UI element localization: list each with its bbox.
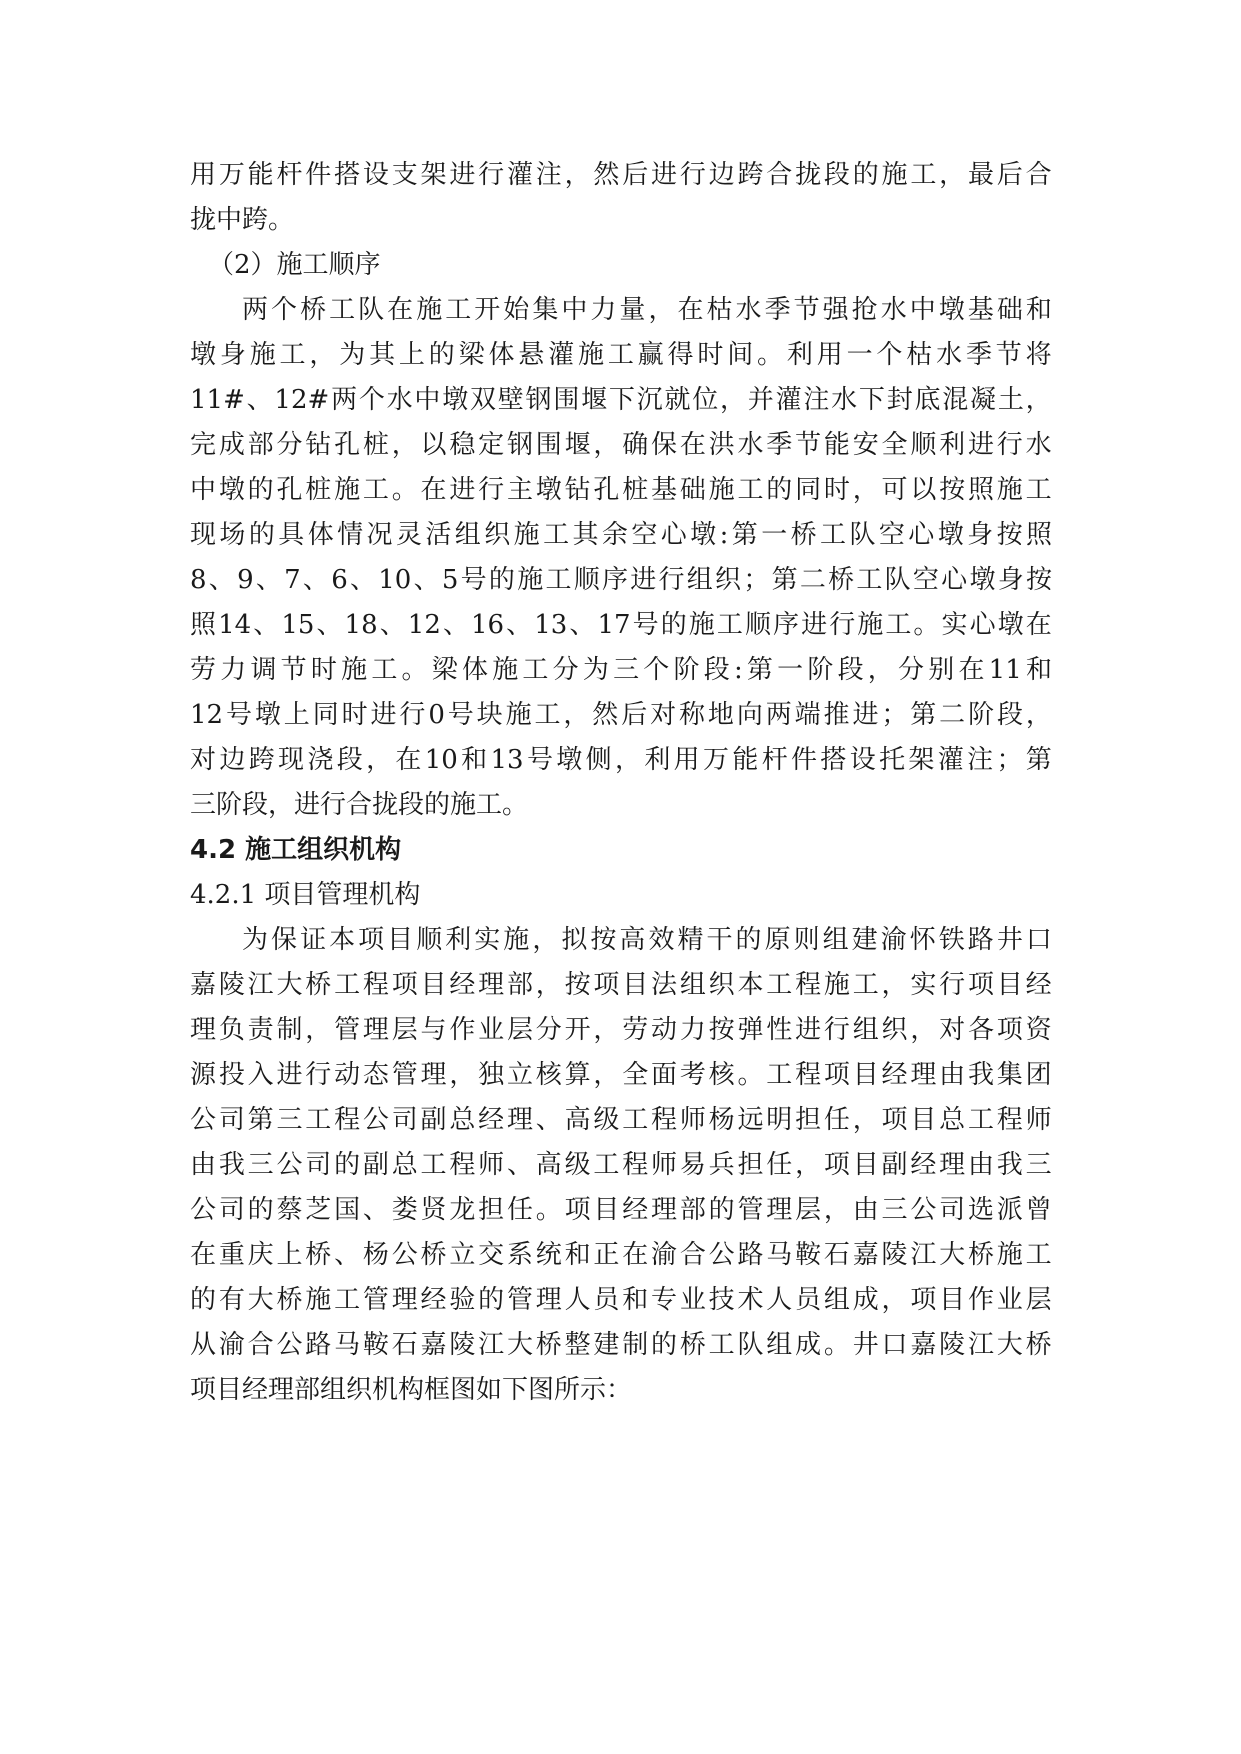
text-line: 11# 、 12# 两 个 水 中 墩 双 壁 钢 围 堰 下 沉 就 位 ， 并 灌 注 水 下 封 底 混 凝 土 ， [190, 385, 1052, 415]
subsection-heading: 4.2.1 项目管理机构 [190, 880, 421, 910]
text-line: 源 投 入 进 行 动 态 管 理 ， 独 立 核 算 ， 全 面 考 核 。 工 程 项 目 经 理 由 我 集 团 [190, 1060, 1052, 1090]
section-heading: 4.2 施工组织机构 [190, 835, 402, 865]
text-line: 完 成 部 分 钻 孔 桩 ， 以 稳 定 钢 围 堰 ， 确 保 在 洪 水 季 节 能 安 全 顺 利 进 行 水 [190, 430, 1052, 460]
subsection-label: （2）施工顺序 [208, 250, 381, 280]
text-line: 墩 身 施 工 ， 为 其 上 的 梁 体 悬 灌 施 工 赢 得 时 间 。 利 用 一 个 枯 水 季 节 将 [190, 340, 1052, 370]
text-line: 劳 力 调 节 时 施 工 。 梁 体 施 工 分 为 三 个 阶 段 : 第 一 阶 段 ， 分 别 在 11 和 [190, 655, 1052, 685]
text-line: 项目经理部组织机构框图如下图所示： [190, 1375, 633, 1405]
text-line: 嘉 陵 江 大 桥 工 程 项 目 经 理 部 ， 按 项 目 法 组 织 本 工 程 施 工 ， 实 行 项 目 经 [190, 970, 1052, 1000]
text-line: 公 司 的 蔡 芝 国 、 娄 贤 龙 担 任 。 项 目 经 理 部 的 管 理 层 ， 由 三 公 司 选 派 曾 [190, 1195, 1052, 1225]
text-line: 的 有 大 桥 施 工 管 理 经 验 的 管 理 人 员 和 专 业 技 术 人 员 组 成 ， 项 目 作 业 层 [190, 1285, 1052, 1315]
text-line: 三阶段，进行合拢段的施工。 [190, 790, 529, 820]
text-line: 对 边 跨 现 浇 段 ， 在 10 和 13 号 墩 侧 ， 利 用 万 能 杆 件 搭 设 托 架 灌 注 ； 第 [190, 745, 1052, 775]
paragraph-first-line: 为 保 证 本 项 目 顺 利 实 施 ， 拟 按 高 效 精 干 的 原 则 组 建 渝 怀 铁 路 井 口 [242, 925, 1052, 955]
text-line: 中 墩 的 孔 桩 施 工 。 在 进 行 主 墩 钻 孔 桩 基 础 施 工 的 同 时 ， 可 以 按 照 施 工 [190, 475, 1052, 505]
text-line: 从 渝 合 公 路 马 鞍 石 嘉 陵 江 大 桥 整 建 制 的 桥 工 队 组 成 。 井 口 嘉 陵 江 大 桥 [190, 1330, 1052, 1360]
text-line: 8 、 9 、 7 、 6 、 10 、 5 号 的 施 工 顺 序 进 行 组 织 ； 第 二 桥 工 队 空 心 墩 身 按 [190, 565, 1052, 595]
text-line: 照 14 、 15 、 18 、 12 、 16 、 13 、 17 号 的 施 工 顺 序 进 行 施 工 。 实 心 墩 在 [190, 610, 1052, 640]
text-line: 12 号 墩 上 同 时 进 行 0 号 块 施 工 ， 然 后 对 称 地 向 两 端 推 进 ； 第 二 阶 段 ， [190, 700, 1052, 730]
text-line: 用 万 能 杆 件 搭 设 支 架 进 行 灌 注 ， 然 后 进 行 边 跨 合 拢 段 的 施 工 ， 最 后 合 [190, 160, 1052, 190]
text-line: 在 重 庆 上 桥 、 杨 公 桥 立 交 系 统 和 正 在 渝 合 公 路 马 鞍 石 嘉 陵 江 大 桥 施 工 [190, 1240, 1052, 1270]
text-line: 理 负 责 制 ， 管 理 层 与 作 业 层 分 开 ， 劳 动 力 按 弹 性 进 行 组 织 ， 对 各 项 资 [190, 1015, 1052, 1045]
text-line: 由 我 三 公 司 的 副 总 工 程 师 、 高 级 工 程 师 易 兵 担 任 ， 项 目 副 经 理 由 我 三 [190, 1150, 1052, 1180]
text-line: 现 场 的 具 体 情 况 灵 活 组 织 施 工 其 余 空 心 墩 : 第 一 桥 工 队 空 心 墩 身 按 照 [190, 520, 1052, 550]
text-line: 公 司 第 三 工 程 公 司 副 总 经 理 、 高 级 工 程 师 杨 远 明 担 任 ， 项 目 总 工 程 师 [190, 1105, 1052, 1135]
paragraph-first-line: 两 个 桥 工 队 在 施 工 开 始 集 中 力 量 ， 在 枯 水 季 节 强 抢 水 中 墩 基 础 和 [242, 295, 1052, 325]
text-line: 拢中跨。 [190, 205, 295, 235]
